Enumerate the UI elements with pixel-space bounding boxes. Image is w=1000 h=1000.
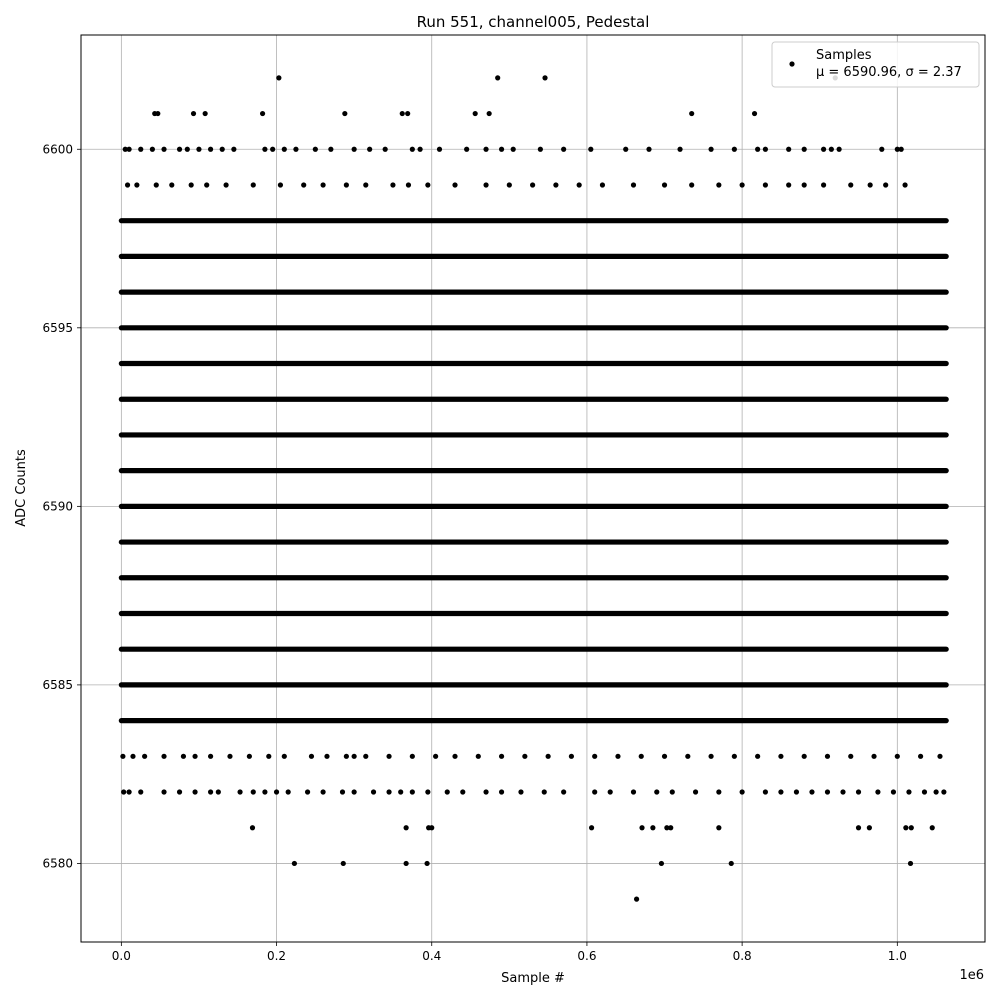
sample-point — [840, 789, 845, 794]
sample-point — [670, 789, 675, 794]
sample-point — [220, 147, 225, 152]
sample-point — [341, 861, 346, 866]
sample-point — [405, 111, 410, 116]
sample-point — [251, 182, 256, 187]
sample-point — [224, 182, 229, 187]
chart-title: Run 551, channel005, Pedestal — [416, 13, 650, 31]
sample-point — [856, 789, 861, 794]
sample-point — [324, 754, 329, 759]
sample-point — [386, 789, 391, 794]
sample-point — [177, 789, 182, 794]
sample-point — [802, 754, 807, 759]
sample-point — [262, 789, 267, 794]
sample-point — [192, 789, 197, 794]
y-tick-label: 6600 — [42, 142, 73, 157]
x-tick-label: 0.4 — [422, 949, 442, 963]
sample-point — [237, 789, 242, 794]
sample-point — [922, 789, 927, 794]
sample-point — [608, 789, 613, 794]
x-tick-label: 0.0 — [111, 949, 131, 963]
sample-point — [856, 825, 861, 830]
sample-point — [483, 147, 488, 152]
sample-point — [262, 147, 267, 152]
sample-point — [639, 754, 644, 759]
x-axis-ticks — [112, 942, 907, 963]
sample-point — [875, 789, 880, 794]
y-tick-label: 6590 — [42, 499, 73, 514]
sample-point — [328, 147, 333, 152]
sample-point — [425, 182, 430, 187]
sample-point — [138, 789, 143, 794]
sample-point — [511, 147, 516, 152]
sample-point — [410, 789, 415, 794]
sample-point — [445, 789, 450, 794]
sample-point — [848, 182, 853, 187]
sample-point — [569, 754, 574, 759]
sample-point — [270, 147, 275, 152]
sample-point — [542, 75, 547, 80]
sample-point — [662, 754, 667, 759]
x-tick-label: 0.6 — [577, 949, 597, 963]
sample-point — [941, 789, 946, 794]
sample-point — [650, 825, 655, 830]
sample-point — [344, 182, 349, 187]
sample-point — [367, 147, 372, 152]
sample-point — [208, 754, 213, 759]
sample-point — [740, 789, 745, 794]
sample-point — [185, 147, 190, 152]
plot-area — [81, 35, 985, 942]
sample-point — [937, 754, 942, 759]
sample-point — [127, 789, 132, 794]
x-tick-label: 0.2 — [266, 949, 287, 963]
x-axis-label: Sample # — [501, 971, 565, 986]
sample-point — [821, 147, 826, 152]
sample-point — [452, 754, 457, 759]
sample-point — [708, 147, 713, 152]
sample-point — [125, 182, 130, 187]
sample-point — [689, 111, 694, 116]
sample-point — [577, 182, 582, 187]
sample-point — [181, 754, 186, 759]
sample-point — [499, 754, 504, 759]
sample-point — [507, 182, 512, 187]
y-tick-label: 6585 — [42, 677, 73, 692]
sample-point — [903, 825, 908, 830]
sample-point — [693, 789, 698, 794]
sample-point — [352, 147, 357, 152]
sample-point — [837, 147, 842, 152]
sample-point — [538, 147, 543, 152]
sample-point — [732, 754, 737, 759]
sample-point — [473, 111, 478, 116]
sample-point — [530, 182, 535, 187]
sample-point — [340, 789, 345, 794]
sample-point — [588, 147, 593, 152]
sample-point — [891, 789, 896, 794]
sample-point — [161, 754, 166, 759]
sample-point — [398, 789, 403, 794]
sample-point — [352, 754, 357, 759]
sample-point — [685, 754, 690, 759]
sample-point — [895, 754, 900, 759]
sample-point — [546, 754, 551, 759]
sample-point — [668, 825, 673, 830]
sample-point — [483, 182, 488, 187]
sample-point — [740, 182, 745, 187]
sample-point — [177, 147, 182, 152]
sample-point — [425, 789, 430, 794]
sample-point — [192, 754, 197, 759]
sample-point — [161, 147, 166, 152]
sample-point — [763, 182, 768, 187]
y-tick-label: 6595 — [42, 320, 73, 335]
sample-point — [918, 754, 923, 759]
sample-point — [879, 147, 884, 152]
sample-point — [424, 861, 429, 866]
sample-point — [127, 147, 132, 152]
sample-point — [786, 182, 791, 187]
sample-point — [400, 111, 405, 116]
sample-point — [433, 754, 438, 759]
sample-point — [755, 147, 760, 152]
sample-point — [429, 825, 434, 830]
sample-point — [908, 861, 913, 866]
sample-point — [204, 182, 209, 187]
sample-point — [386, 754, 391, 759]
sample-point — [191, 111, 196, 116]
sample-point — [499, 147, 504, 152]
sample-point — [600, 182, 605, 187]
sample-point — [902, 182, 907, 187]
sample-point — [821, 182, 826, 187]
sample-point — [142, 754, 147, 759]
sample-point — [708, 754, 713, 759]
sample-point — [154, 182, 159, 187]
sample-point — [363, 182, 368, 187]
sample-point — [196, 147, 201, 152]
sample-point — [794, 789, 799, 794]
sample-point — [208, 789, 213, 794]
sample-point — [278, 182, 283, 187]
sample-point — [542, 789, 547, 794]
sample-point — [247, 754, 252, 759]
sample-point — [208, 147, 213, 152]
sample-point — [623, 147, 628, 152]
sample-point — [631, 789, 636, 794]
sample-point — [404, 861, 409, 866]
sample-point — [868, 182, 873, 187]
sample-point — [825, 754, 830, 759]
y-tick-label: 6580 — [42, 856, 73, 871]
sample-point — [716, 789, 721, 794]
sample-point — [763, 147, 768, 152]
y-axis-ticks — [42, 142, 81, 870]
sample-point — [752, 111, 757, 116]
sample-point — [639, 825, 644, 830]
sample-point — [161, 789, 166, 794]
sample-point — [266, 754, 271, 759]
sample-point — [716, 825, 721, 830]
sample-point — [631, 182, 636, 187]
sample-point — [592, 754, 597, 759]
sample-point — [829, 147, 834, 152]
sample-point — [464, 147, 469, 152]
sample-point — [276, 75, 281, 80]
sample-point — [483, 789, 488, 794]
sample-point — [404, 825, 409, 830]
sample-point — [659, 861, 664, 866]
sample-point — [363, 754, 368, 759]
sample-point — [437, 147, 442, 152]
sample-point — [716, 182, 721, 187]
sample-point — [589, 825, 594, 830]
sample-point — [371, 789, 376, 794]
sample-point — [406, 182, 411, 187]
sample-point — [216, 789, 221, 794]
sample-point — [274, 789, 279, 794]
sample-point — [305, 789, 310, 794]
sample-point — [592, 789, 597, 794]
sample-point — [899, 147, 904, 152]
sample-point — [189, 182, 194, 187]
sample-point — [417, 147, 422, 152]
sample-point — [150, 147, 155, 152]
sample-point — [689, 182, 694, 187]
sample-point — [802, 147, 807, 152]
sample-point — [134, 182, 139, 187]
sample-point — [553, 182, 558, 187]
sample-point — [802, 182, 807, 187]
sample-point — [120, 754, 125, 759]
sample-point — [321, 182, 326, 187]
sample-point — [309, 754, 314, 759]
sample-point — [763, 789, 768, 794]
sample-point — [227, 754, 232, 759]
sample-point — [250, 825, 255, 830]
sample-point — [615, 754, 620, 759]
sample-point — [321, 789, 326, 794]
sample-point — [155, 111, 160, 116]
sample-point — [871, 754, 876, 759]
sample-point — [292, 861, 297, 866]
sample-point — [677, 147, 682, 152]
sample-point — [487, 111, 492, 116]
sample-point — [809, 789, 814, 794]
sample-point — [732, 147, 737, 152]
sample-point — [778, 754, 783, 759]
legend-series-stats: μ = 6590.96, σ = 2.37 — [816, 65, 962, 80]
sample-point — [251, 789, 256, 794]
legend-series-name: Samples — [816, 48, 872, 63]
sample-point — [342, 111, 347, 116]
x-axis-offset-label: 1e6 — [959, 968, 984, 983]
x-tick-label: 1.0 — [887, 949, 907, 963]
sample-point — [499, 789, 504, 794]
sample-point — [934, 789, 939, 794]
sample-point — [495, 75, 500, 80]
sample-point — [203, 111, 208, 116]
sample-point — [352, 789, 357, 794]
sample-point — [476, 754, 481, 759]
sample-point — [906, 789, 911, 794]
sample-point — [410, 147, 415, 152]
sample-point — [410, 754, 415, 759]
sample-point — [301, 182, 306, 187]
sample-point — [778, 789, 783, 794]
sample-point — [260, 111, 265, 116]
sample-point — [282, 147, 287, 152]
sample-point — [390, 182, 395, 187]
legend — [772, 42, 979, 87]
y-axis-label: ADC Counts — [14, 449, 29, 527]
sample-point — [646, 147, 651, 152]
sample-point — [930, 825, 935, 830]
sample-point — [522, 754, 527, 759]
sample-point — [848, 754, 853, 759]
sample-point — [286, 789, 291, 794]
sample-point — [883, 182, 888, 187]
sample-point — [909, 825, 914, 830]
sample-point — [452, 182, 457, 187]
sample-point — [138, 147, 143, 152]
sample-point — [561, 147, 566, 152]
sample-point — [130, 754, 135, 759]
sample-point — [121, 789, 126, 794]
sample-point — [231, 147, 236, 152]
sample-point — [786, 147, 791, 152]
sample-point — [867, 825, 872, 830]
sample-point — [662, 182, 667, 187]
sample-point — [282, 754, 287, 759]
sample-point — [169, 182, 174, 187]
sample-point — [344, 754, 349, 759]
legend-marker — [789, 61, 794, 66]
sample-point — [825, 789, 830, 794]
sample-point — [561, 789, 566, 794]
sample-point — [293, 147, 298, 152]
sample-point — [518, 789, 523, 794]
sample-point — [654, 789, 659, 794]
sample-point — [313, 147, 318, 152]
x-tick-label: 0.8 — [732, 949, 752, 963]
sample-point — [383, 147, 388, 152]
sample-point — [755, 754, 760, 759]
sample-point — [729, 861, 734, 866]
sample-point — [460, 789, 465, 794]
sample-point — [634, 897, 639, 902]
